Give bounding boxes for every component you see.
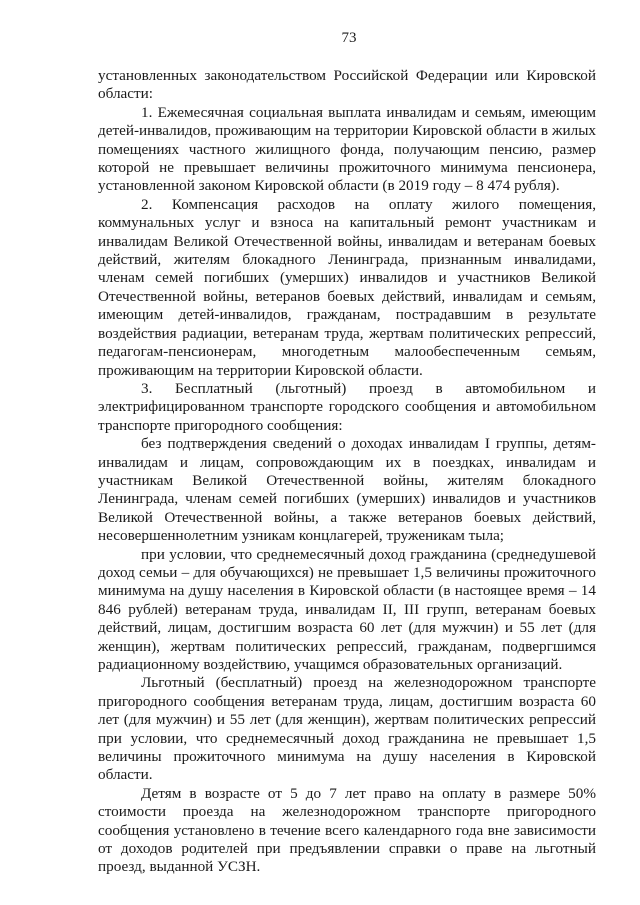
page-number: 73 bbox=[341, 30, 357, 46]
paragraph-railway-travel: Льготный (бесплатный) проезд на железнодорожном транспорте пригородного сообщения ветеранам труда, лицам, достигшим возраста 60 лет (для мужчин) и 55 лет (для женщин), жертвам политических репрессий при условии, что среднемесячный доход гражданина не превышает 1,5 величины прожиточного минимума на душу населения в Кировской области. bbox=[98, 674, 596, 784]
paragraph-children-travel: Детям в возрасте от 5 до 7 лет право на оплату в размере 50% стоимости проезда на железнодорожном транспорте пригородного сообщения установлено в течение всего календарного года вне зависимости от доходов родителей при предъявлении справки о праве на льготный проезд, выданной УСЗН. bbox=[98, 784, 596, 876]
paragraph-item-3: 3. Бесплатный (льготный) проезд в автомобильном и электрифицированном транспорте городского сообщения и автомобильном транспорте пригородного сообщения: bbox=[98, 379, 596, 434]
document-page bbox=[98, 30, 596, 877]
paragraph-item-2: 2. Компенсация расходов на оплату жилого помещения, коммунальных услуг и взноса на капитальный ремонт участникам и инвалидам Великой Отечественной войны, инвалидам и ветеранам боевых действий, жителям блокадного Ленинграда, признанным инвалидами, членам семей погибших (умерших) инвалидов и участников Великой Отечественной войны, ветеранов боевых действий, инвалидам и семьям, имеющим детей-инвалидов, гражданам, пострадавшим в результате воздействия радиации, ветеранам труда, жертвам политических репрессий, педагогам-пенсионерам, многодетным малообеспеченным семьям, проживающим на территории Кировской области. bbox=[98, 195, 596, 379]
document-body bbox=[98, 67, 596, 877]
paragraph-intro: установленных законодательством Российской Федерации или Кировской области: bbox=[98, 67, 596, 103]
paragraph-income-condition: при условии, что среднемесячный доход гражданина (среднедушевой доход семьи – для обучающихся) не превышает 1,5 величины прожиточного минимума на душу населения в Кировской области (в настоящее время – 14 846 рублей) ветеранам труда, инвалидам II, III групп, ветеранам боевых действий, лицам, достигшим возраста 60 лет (для мужчин) и 55 лет (для женщин), жертвам политических репрессий, гражданам, подвергшимся радиационному воздействию, учащимся образовательных организаций. bbox=[98, 545, 596, 673]
paragraph-item-1: 1. Ежемесячная социальная выплата инвалидам и семьям, имеющим детей-инвалидов, проживающим на территории Кировской области в жилых помещениях частного жилищного фонда, получающим пенсию, размер которой не превышает величины прожиточного минимума пенсионера, установленной законом Кировской области (в 2019 году – 8 474 рубля). bbox=[98, 103, 596, 195]
paragraph-no-income-check: без подтверждения сведений о доходах инвалидам I группы, детям-инвалидам и лицам, сопровождающим их в поездках, инвалидам и участникам Великой Отечественной войны, жителям блокадного Ленинграда, членам семей погибших (умерших) инвалидов и участников Великой Отечественной войны, а также ветеранов боевых действий, несовершеннолетним узникам концлагерей, труженикам тыла; bbox=[98, 435, 596, 545]
